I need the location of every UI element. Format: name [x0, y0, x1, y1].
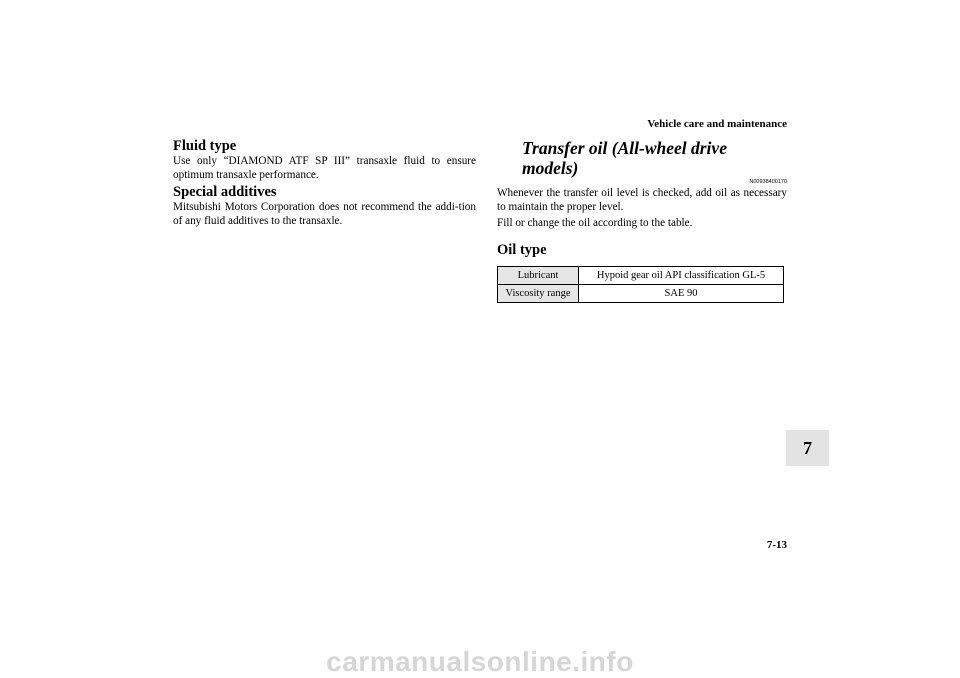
table-row: [498, 267, 784, 285]
fluid-type-heading: Fluid type: [173, 138, 237, 154]
chapter-tab: 7: [786, 430, 829, 466]
transfer-oil-para-1: Whenever the transfer oil level is checked, add oil as necessary to maintain the proper level.: [497, 187, 787, 213]
right-column: [497, 138, 787, 303]
fluid-type-text: Use only “DIAMOND ATF SP III” transaxle fluid to ensure optimum transaxle performance.: [173, 155, 476, 181]
transfer-oil-title: Transfer oil (All-wheel drive models): [522, 138, 727, 178]
transfer-oil-para-2: Fill or change the oil according to the table.: [497, 217, 693, 229]
special-additives-text: Mitsubishi Motors Corporation does not recommend the addi-tion of any fluid additives to the transaxle.: [173, 201, 476, 227]
reference-code: N00938400170: [749, 179, 787, 185]
left-column: [173, 138, 476, 230]
table-cell-label: Lubricant: [498, 267, 579, 285]
oil-type-table: [497, 266, 784, 303]
oil-type-heading: Oil type: [497, 242, 547, 258]
running-header: Vehicle care and maintenance: [647, 118, 787, 130]
table-cell-label: Viscosity range: [498, 285, 579, 303]
watermark: carmanualsonline.info: [326, 646, 634, 677]
page-number: 7-13: [766, 539, 787, 551]
table-cell-value: SAE 90: [579, 285, 784, 303]
table-row: [498, 285, 784, 303]
special-additives-heading: Special additives: [173, 184, 277, 200]
table-cell-value: Hypoid gear oil API classification GL-5: [579, 267, 784, 285]
